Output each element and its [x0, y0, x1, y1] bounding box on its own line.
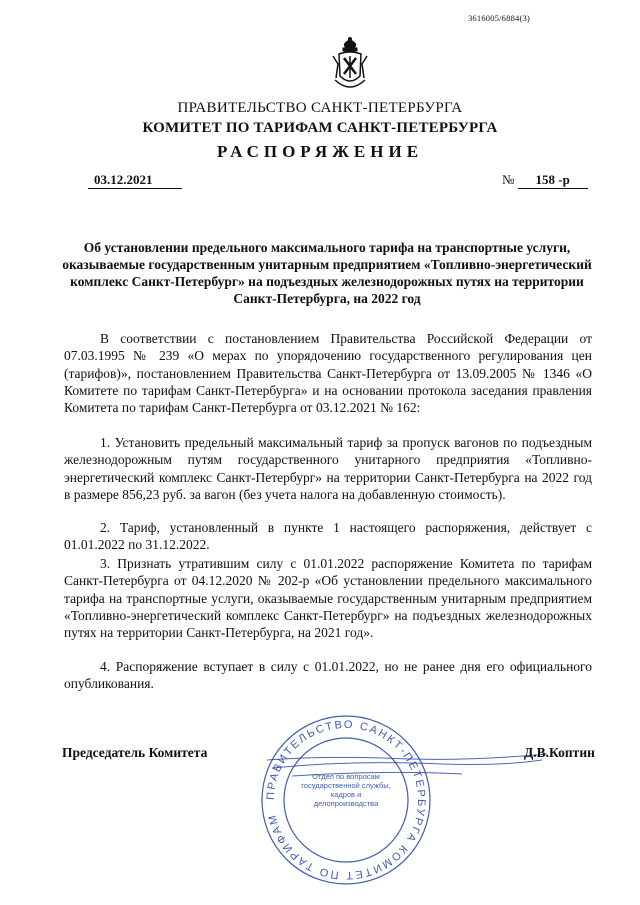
- item-4-text: 4. Распоряжение вступает в силу с 01.01.2022, но не ранее дня его официального опубликования.: [64, 659, 592, 692]
- preamble-text: В соответствии с постановлением Правительства Российской Федерации от 07.03.1995 № 239 «О мерах по упорядочению государственного регулирования цен (тарифов)», постановлением Правительства Санкт-Петербурга от 13.09.2005 № 1346 «О Комитете по тарифам Санкт-Петербурга» и на основании протокола заседания правления Комитета по тарифам Санкт-Петербурга от 03.12.2021 № 162:: [64, 331, 592, 416]
- stamp-inner-text: Отдел по вопросам государственной службы, кадров и делопроизводства: [301, 772, 391, 808]
- item-2-text: 2. Тариф, установленный в пункте 1 настоящего распоряжения, действует с 01.01.2022 по 31.12.2022.: [64, 520, 592, 553]
- item-1-text: 1. Установить предельный максимальный тариф за пропуск вагонов по подъездным железнодорожным путям государственного унитарного предприятия «Топливно-энергетический комплекс Санкт-Петербург» на территории Санкт-Петербурга на 2022 год в размере 856,23 руб. за вагон (без учета налога на добавленную стоимость).: [64, 435, 592, 502]
- item-3-text: 3. Признать утратившим силу с 01.01.2022 распоряжение Комитета по тарифам Санкт-Петербурга от 04.12.2020 № 202-р «Об установлении предельного максимального тарифа на транспортные услуги, оказываемые государственным унитарным предприятием «Топливно-энергетический комплекс Санкт-Петербург» на подъездных железнодорожных путях на территории Санкт-Петербурга, на 2021 год».: [64, 556, 592, 641]
- item-2-paragraph: [64, 519, 592, 554]
- stamp-ring-text: ПРАВИТЕЛЬСТВО САНКТ-ПЕТЕРБУРГА КОМИТЕТ ПО ТАРИФАМ: [264, 718, 428, 882]
- committee-header: КОМИТЕТ ПО ТАРИФАМ САНКТ-ПЕТЕРБУРГА: [142, 120, 498, 136]
- coat-of-arms-emblem: [330, 36, 370, 94]
- document-number-field: [502, 172, 588, 189]
- document-number: 158 -р: [518, 172, 588, 189]
- official-stamp: [256, 710, 436, 885]
- document-type-heading: РАСПОРЯЖЕНИЕ: [216, 142, 424, 161]
- signatory-name: Д.В.Коптин: [524, 745, 595, 760]
- document-date: 03.12.2021: [88, 172, 182, 189]
- item-4-paragraph: [64, 658, 592, 693]
- signatory-position: Председатель Комитета: [62, 745, 208, 760]
- document-title: Об установлении предельного максимального тарифа на транспортные услуги, оказываемые государственным унитарным предприятием «Топливно-энергетический комплекс Санкт-Петербург» на подъездных железнодорожных путях на территории Санкт-Петербурга, на 2022 год: [62, 240, 592, 306]
- preamble-paragraph: [64, 330, 592, 416]
- item-3-paragraph: [64, 555, 592, 641]
- item-1-paragraph: [64, 434, 592, 503]
- government-header: ПРАВИТЕЛЬСТВО САНКТ-ПЕТЕРБУРГА: [177, 100, 463, 116]
- number-sign: №: [502, 172, 515, 187]
- document-code: 3616005/6884(3): [467, 13, 530, 23]
